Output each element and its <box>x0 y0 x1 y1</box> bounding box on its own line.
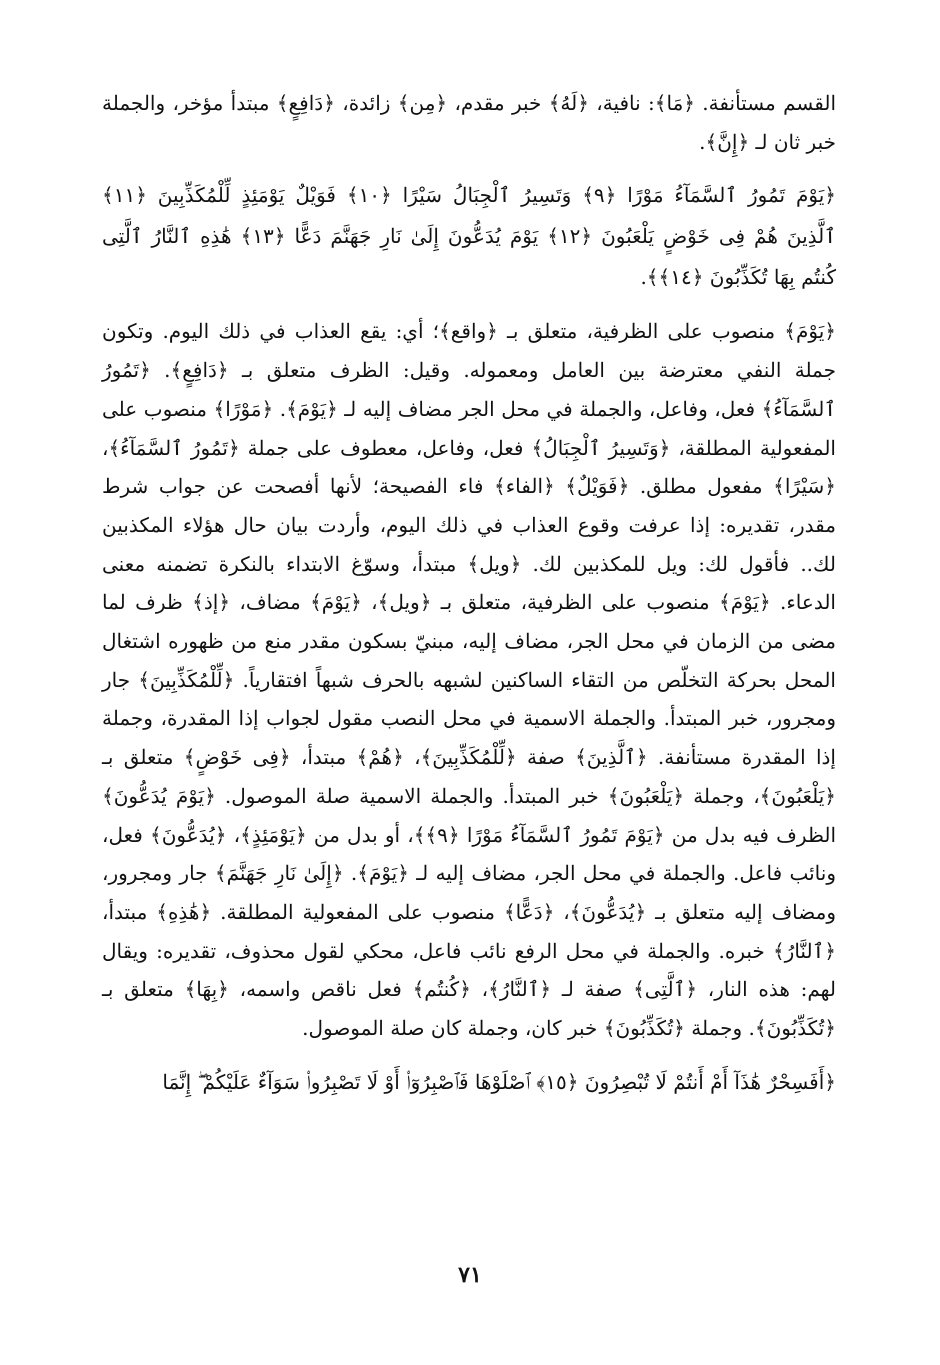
paragraph-grammar-analysis: ﴿يَوْمَ﴾ منصوب على الظرفية، متعلق بـ ﴿واقع﴾؛ أي: يقع العذاب في ذلك اليوم. وتكون جملة النفي معترضة بين العامل ومعموله. وقيل: الظرف متعلق بـ ﴿دَافِعٍ﴾. ﴿تَمُورُ ٱلسَّمَآءُ﴾ فعل، وفاعل، والجملة في محل الجر مضاف إليه لـ ﴿يَوْمَ﴾. ﴿مَوْرًا﴾ منصوب على المفعولية المطلقة، ﴿وَتَسِيرُ ٱلْجِبَالُ﴾ فعل، وفاعل، معطوف على جملة ﴿تَمُورُ ٱلسَّمَآءُ﴾، ﴿سَيْرًا﴾ مفعول مطلق. ﴿فَوَيْلٌ﴾ ﴿الفاء﴾ فاء الفصيحة؛ لأنها أفصحت عن جواب شرط مقدر، تقديره: إذا عرفت وقوع العذاب في ذلك اليوم، وأردت بيان حال هؤلاء المكذبين لك.. فأقول لك: ويل للمكذبين لك. ﴿ويل﴾ مبتدأ، وسوّغ الابتداء بالنكرة تضمنه معنى الدعاء. ﴿يَوْمَ﴾ منصوب على الظرفية، متعلق بـ ﴿ويل﴾، ﴿يَوْمَ﴾ مضاف، ﴿إذ﴾ ظرف لما مضى من الزمان في محل الجر، مضاف إليه، مبنيّ بسكون مقدر منع من ظهوره اشتغال المحل بحركة التخلّص من التقاء الساكنين لشبهه بالحرف شبهاً افتقارياً. ﴿لِّلْمُكَذِّبِينَ﴾ جار ومجرور، خبر المبتدأ. والجملة الاسمية في محل النصب مقول لجواب إذا المقدرة، وجملة إذا المقدرة مستأنفة. ﴿ٱلَّذِينَ﴾ صفة ﴿لِّلْمُكَذِّبِينَ﴾، ﴿هُمْ﴾ مبتدأ، ﴿فِى خَوْضٍ﴾ متعلق بـ ﴿يَلْعَبُونَ﴾، وجملة ﴿يَلْعَبُونَ﴾ خبر المبتدأ. والجملة الاسمية صلة الموصول. ﴿يَوْمَ يُدَعُّونَ﴾ الظرف فيه بدل من ﴿يَوْمَ تَمُورُ ٱلسَّمَآءُ مَوْرًا ﴿٩﴾﴾، أو بدل من ﴿يَوْمَئِذٍ﴾، ﴿يُدَعُّونَ﴾ فعل، ونائب فاعل. والجملة في محل الجر، مضاف إليه لـ ﴿يَوْمَ﴾. ﴿إِلَىٰ نَارِ جَهَنَّمَ﴾ جار ومجرور، ومضاف إليه متعلق بـ ﴿يُدَعُّونَ﴾، ﴿دَعًّا﴾ منصوب على المفعولية المطلقة. ﴿هَٰذِهِ﴾ مبتدأ، ﴿ٱلنَّارُ﴾ خبره. والجملة في محل الرفع نائب فاعل، محكي لقول محذوف، تقديره: ويقال لهم: هذه النار، ﴿ٱلَّتِى﴾ صفة لـ ﴿ٱلنَّارُ﴾، ﴿كُنتُم﴾ فعل ناقص واسمه، ﴿بِهَا﴾ متعلق بـ ﴿تُكَذِّبُونَ﴾. وجملة ﴿تُكَذِّبُونَ﴾ خبر كان، وجملة كان صلة الموصول. <box>102 319 836 1041</box>
quran-verses-9-14: ﴿يَوْمَ تَمُورُ ٱلسَّمَآءُ مَوْرًا ﴿٩﴾ وَتَسِيرُ ٱلْجِبَالُ سَيْرًا ﴿١٠﴾ فَوَيْلٌ يَوْمَئِذٍ لِّلْمُكَذِّبِينَ ﴿١١﴾ ٱلَّذِينَ هُمْ فِى خَوْضٍ يَلْعَبُونَ ﴿١٢﴾ يَوْمَ يُدَعُّونَ إِلَىٰ نَارِ جَهَنَّمَ دَعًّا ﴿١٣﴾ هَٰذِهِ ٱلنَّارُ ٱلَّتِى كُنتُم بِهَا تُكَذِّبُونَ ﴿١٤﴾﴾. <box>102 183 837 290</box>
paragraph-intro: القسم مستأنفة. ﴿مَا﴾: نافية، ﴿لَهُ﴾ خبر مقدم، ﴿مِن﴾ زائدة، ﴿دَافِعٍ﴾ مبتدأ مؤخر، والجملة خبر ثان لـ ﴿إِنَّ﴾. <box>102 91 836 154</box>
page-body <box>102 84 836 1117</box>
quran-verses-15-16: ﴿أَفَسِحْرٌ هَٰذَآ أَمْ أَنتُمْ لَا تُبْصِرُونَ ﴿١٥﴾ ٱصْلَوْهَا فَٱصْبِرُوٓا۟ أَوْ لَا تَصْبِرُوا۟ سَوَآءٌ عَلَيْكُمْ ۖ إِنَّمَا <box>162 1069 836 1094</box>
page-number: ٧١ <box>458 1262 482 1288</box>
